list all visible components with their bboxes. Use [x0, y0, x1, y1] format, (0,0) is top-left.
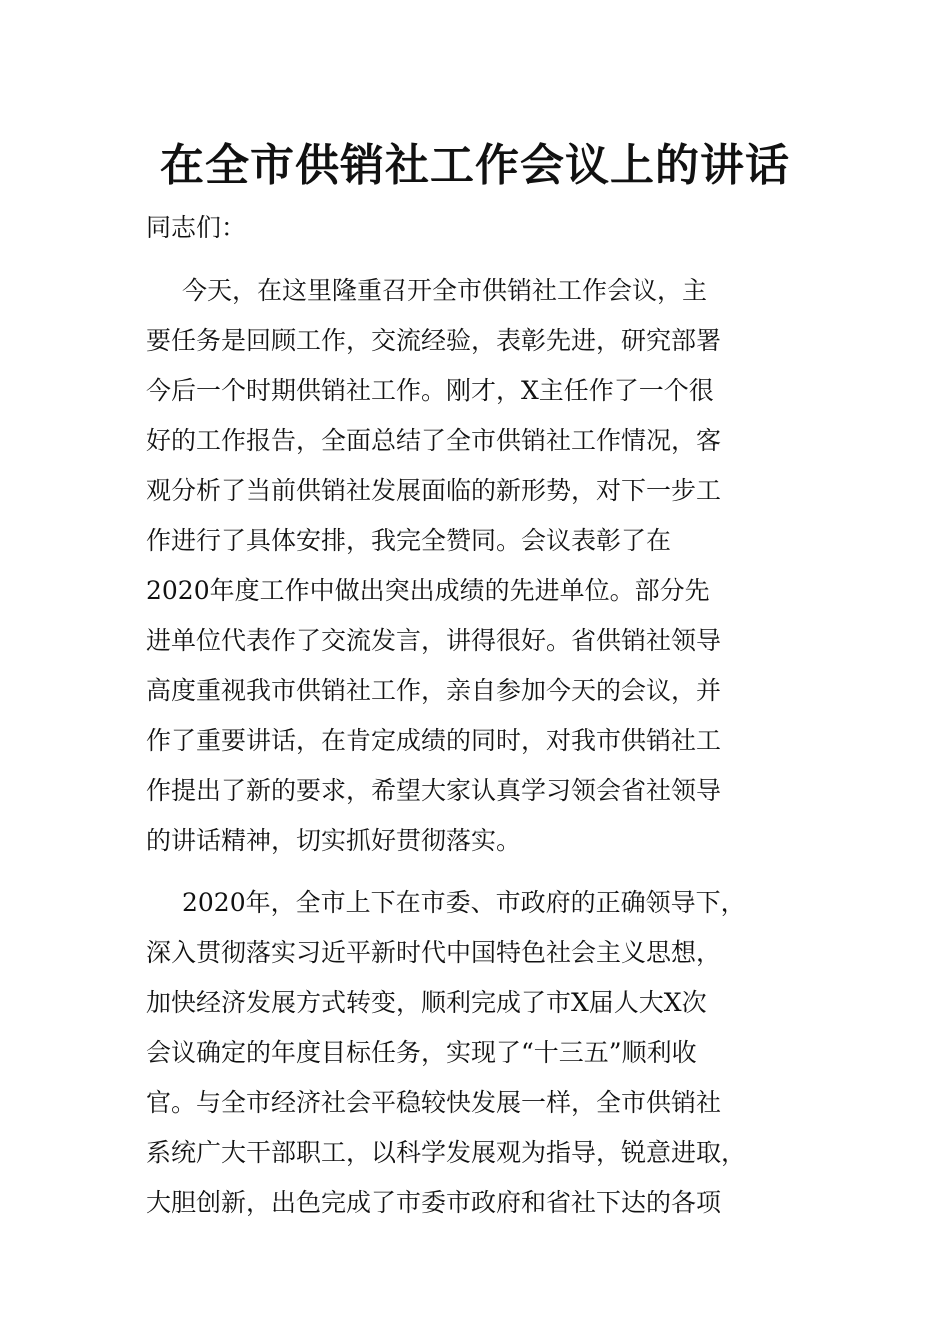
greeting: 同志们：: [146, 213, 247, 242]
paragraph-line: 2020年，全市上下在市委、市政府的正确领导下，: [182, 888, 746, 917]
paragraph-line: 加快经济发展方式转变，顺利完成了市X届人大X次: [146, 988, 707, 1017]
paragraph-line: 会议确定的年度目标任务，实现了“十三五”顺利收: [146, 1038, 697, 1067]
paragraph-line: 要任务是回顾工作，交流经验，表彰先进，研究部署: [146, 326, 722, 355]
paragraph-line: 今后一个时期供销社工作。刚才，X主任作了一个很: [146, 376, 714, 405]
paragraph-line: 作提出了新的要求，希望大家认真学习领会省社领导: [146, 776, 722, 805]
paragraph-1: [146, 266, 826, 866]
paragraph-line: 2020年度工作中做出突出成绩的先进单位。部分先: [146, 576, 710, 605]
paragraph-line: 官。与全市经济社会平稳较快发展一样，全市供销社: [146, 1088, 722, 1117]
paragraph-line: 作进行了具体安排，我完全赞同。会议表彰了在: [146, 526, 672, 555]
paragraph-line: 大胆创新，出色完成了市委市政府和省社下达的各项: [146, 1188, 722, 1217]
paragraph-line: 好的工作报告，全面总结了全市供销社工作情况，客: [146, 426, 722, 455]
paragraph-line: 系统广大干部职工，以科学发展观为指导，锐意进取，: [146, 1138, 747, 1167]
paragraph-line: 今天，在这里隆重召开全市供销社工作会议，主: [182, 276, 708, 305]
paragraph-line: 高度重视我市供销社工作，亲自参加今天的会议，并: [146, 676, 722, 705]
paragraph-line: 作了重要讲话，在肯定成绩的同时，对我市供销社工: [146, 726, 722, 755]
paragraph-line: 深入贯彻落实习近平新时代中国特色社会主义思想，: [146, 938, 722, 967]
document-title: 在全市供销社工作会议上的讲话: [160, 140, 790, 191]
paragraph-2: [146, 878, 826, 1228]
paragraph-line: 进单位代表作了交流发言，讲得很好。省供销社领导: [146, 626, 722, 655]
paragraph-line: 的讲话精神，切实抓好贯彻落实。: [146, 826, 522, 855]
paragraph-line: 观分析了当前供销社发展面临的新形势，对下一步工: [146, 476, 722, 505]
